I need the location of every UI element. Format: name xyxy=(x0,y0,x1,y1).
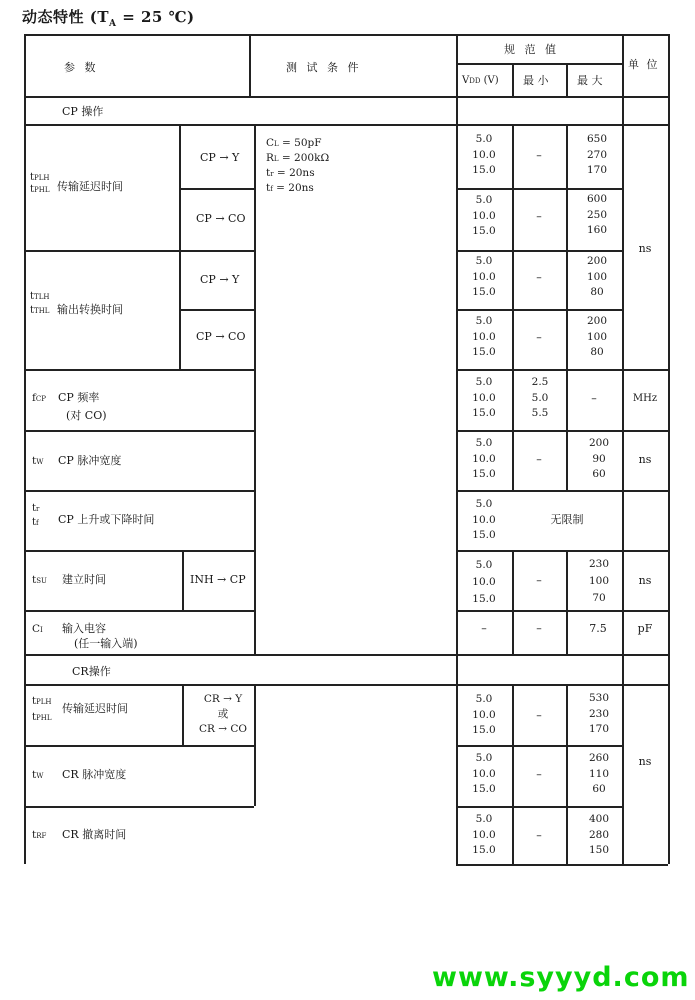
r2-max-a: 200 100 80 xyxy=(586,255,608,298)
r10-max: 400 280 150 xyxy=(588,813,610,856)
r6-min: – xyxy=(536,574,542,587)
r7-name: 输入电容 xyxy=(62,622,106,635)
r1-vdd-b: 5.0 10.0 15.0 xyxy=(472,194,496,237)
r6-max: 230 100 70 xyxy=(588,558,610,604)
r1-symbol: tPLH tPHL xyxy=(30,172,50,195)
r9-vdd: 5.0 10.0 15.0 xyxy=(472,752,496,795)
r2-min-b: – xyxy=(536,331,542,344)
unit-ns-group2: ns xyxy=(638,755,652,768)
r3-symbol: fCP xyxy=(32,392,46,404)
r4-name: CP 脉冲宽度 xyxy=(58,454,122,467)
r1-cond-a: CP → Y xyxy=(200,151,240,164)
page-title: 动态特性 ($T_A = 25$ ℃) xyxy=(22,8,195,29)
r2-name: 输出转换时间 xyxy=(57,303,123,316)
section-cp-title: CP 操作 xyxy=(62,105,104,118)
r3-min: 2.5 5.0 5.5 xyxy=(531,376,549,419)
r2-max-b: 200 100 80 xyxy=(586,315,608,358)
r6-vdd: 5.0 10.0 15.0 xyxy=(472,559,496,605)
r2-cond-a: CP → Y xyxy=(200,273,240,286)
header-unit: 单 位 xyxy=(628,58,660,71)
section-cr-title: CR操作 xyxy=(72,665,111,678)
r2-symbol: tTLH tTHL xyxy=(30,291,50,316)
r1-min-b: – xyxy=(536,210,542,223)
r5-symbol: tr tf xyxy=(32,503,40,528)
r4-min: – xyxy=(536,453,542,466)
r6-symbol: tSU xyxy=(32,574,47,586)
r5-vdd: 5.0 10.0 15.0 xyxy=(472,498,496,541)
r7-min: – xyxy=(536,622,542,635)
r1-max-b: 600 250 160 xyxy=(586,193,608,236)
r1-vdd-a: 5.0 10.0 15.0 xyxy=(472,133,496,176)
r7-name-note: (任一输入端) xyxy=(74,637,138,650)
test-conditions: CL = 50pF RL = 200kΩ tr = 20ns tf = 20ns xyxy=(266,137,330,194)
header-conditions: 测 试 条 件 xyxy=(286,61,362,74)
r10-name: CR 撤离时间 xyxy=(62,828,127,841)
header-vdd: VDD (V) xyxy=(462,75,499,86)
r9-min: – xyxy=(536,768,542,781)
r8-symbol: tPLH tPHL xyxy=(32,696,52,723)
r7-vdd: – xyxy=(481,622,487,635)
r9-max: 260 110 60 xyxy=(588,752,610,795)
header-min: 最 小 xyxy=(523,74,549,87)
r3-name-note: (对 CO) xyxy=(66,409,107,422)
watermark: www.syyyd.com xyxy=(432,962,690,993)
r4-symbol: tW xyxy=(32,455,44,467)
r6-cond: INH → CP xyxy=(190,573,246,586)
r3-vdd: 5.0 10.0 15.0 xyxy=(472,376,496,419)
r2-cond-b: CP → CO xyxy=(196,330,246,343)
r1-min-a: – xyxy=(536,149,542,162)
r3-max: – xyxy=(591,392,597,405)
r10-symbol: tRF xyxy=(32,829,47,841)
r3-unit: MHz xyxy=(632,393,658,404)
unit-ns-group1: ns xyxy=(638,242,652,255)
header-spec: 规 范 值 xyxy=(504,43,559,56)
r9-symbol: tW xyxy=(32,769,44,781)
r2-min-a: – xyxy=(536,271,542,284)
header-max: 最 大 xyxy=(577,74,603,87)
r1-name: 传输延迟时间 xyxy=(57,180,123,193)
r4-vdd: 5.0 10.0 15.0 xyxy=(472,437,496,480)
r8-max: 530 230 170 xyxy=(588,692,610,735)
r7-symbol: CI xyxy=(32,623,43,635)
r6-unit: ns xyxy=(638,574,652,587)
r2-vdd-a: 5.0 10.0 15.0 xyxy=(472,255,496,298)
r7-max: 7.5 xyxy=(589,622,607,635)
r8-name: 传输延迟时间 xyxy=(62,702,128,715)
header-param: 参 数 xyxy=(64,61,99,74)
r3-name: CP 频率 xyxy=(58,391,100,404)
r7-unit: pF xyxy=(637,622,653,635)
r6-name: 建立时间 xyxy=(62,573,106,586)
r8-vdd: 5.0 10.0 15.0 xyxy=(472,693,496,736)
r1-max-a: 650 270 170 xyxy=(586,133,608,176)
r4-max: 200 90 60 xyxy=(588,437,610,480)
r2-vdd-b: 5.0 10.0 15.0 xyxy=(472,315,496,358)
r5-range: 无限制 xyxy=(550,513,584,526)
r10-vdd: 5.0 10.0 15.0 xyxy=(472,813,496,856)
r5-name: CP 上升或下降时间 xyxy=(58,513,155,526)
r8-min: – xyxy=(536,709,542,722)
r10-min: – xyxy=(536,829,542,842)
r9-name: CR 脉冲宽度 xyxy=(62,768,127,781)
r1-cond-b: CP → CO xyxy=(196,212,246,225)
r8-cond: CR → Y 或 CR → CO xyxy=(198,693,248,735)
r4-unit: ns xyxy=(638,453,652,466)
